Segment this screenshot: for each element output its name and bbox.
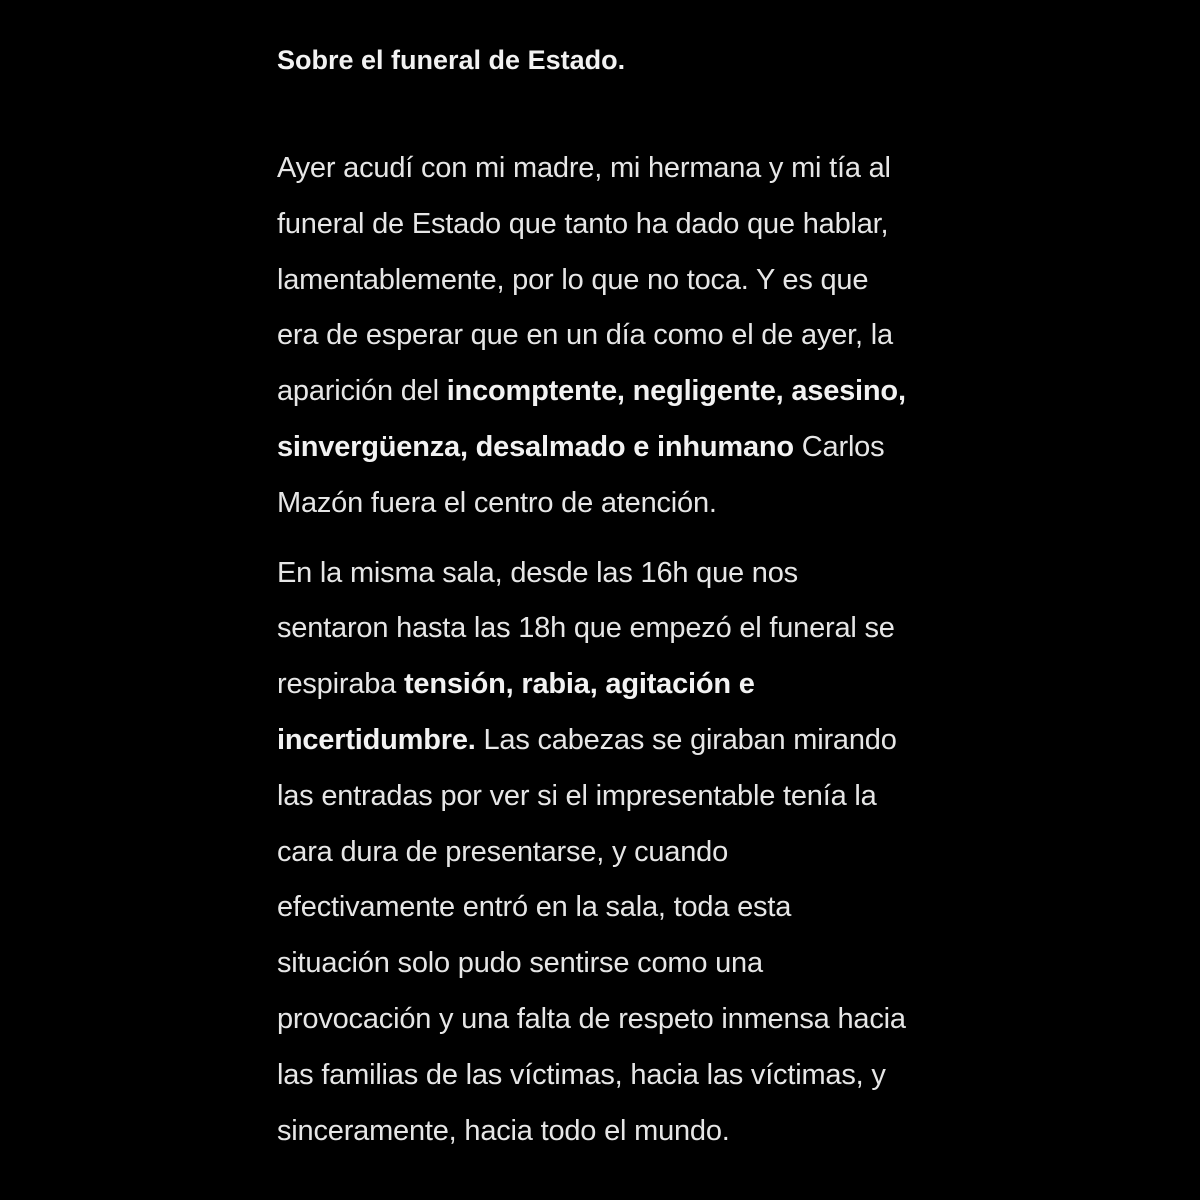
paragraph-2-line-3-text: respiraba — [277, 668, 404, 701]
bold-emphasis-text: sinvergüenza, desalmado e inhumano — [277, 430, 794, 463]
paragraph-2-line-10: las familias de las víctimas, hacia las víctimas, y — [277, 1058, 886, 1091]
bold-emphasis-text: tensión, rabia, agitación e — [403, 668, 755, 701]
paragraph-2-line-4-text: Las cabezas se giraban mirando — [475, 723, 897, 756]
note-title: Sobre el funeral de Estado. — [277, 45, 626, 75]
paragraph-1-line-1: Ayer acudí con mi madre, mi hermana y mi tía al — [277, 152, 891, 184]
paragraph-1-line-7: Mazón fuera el centro de atención. — [277, 486, 717, 519]
bold-emphasis-text: incertidumbre. — [277, 723, 476, 756]
paragraph-2-line-1: En la misma sala, desde las 16h que nos — [277, 556, 798, 589]
paragraph-2-line-8: situación solo pudo sentirse como una — [277, 947, 763, 980]
paragraph-1-line-2: funeral de Estado que tanto ha dado que hablar, — [277, 207, 889, 240]
paragraph-1-line-5-text: aparición del — [277, 375, 447, 408]
paragraph-1-line-4: era de esperar que en un día como el de ayer, la — [277, 319, 893, 352]
paragraph-2-line-3 — [277, 657, 937, 713]
paragraph-2-line-9: provocación y una falta de respeto inmensa hacia — [277, 1002, 906, 1035]
paragraph-1-line-3: lamentablemente, por lo que no toca. Y es que — [277, 263, 869, 296]
paragraph-1-line-6-text: Carlos — [793, 430, 885, 463]
paragraph-2-line-11: sinceramente, hacia todo el mundo. — [277, 1114, 730, 1147]
paragraph-1-line-6 — [277, 420, 937, 476]
paragraph-2 — [277, 546, 937, 1160]
paragraph-1 — [277, 141, 937, 532]
paragraph-2-line-2: sentaron hasta las 18h que empezó el funeral se — [277, 612, 895, 645]
paragraph-2-line-4 — [277, 713, 937, 769]
paragraph-2-line-5: las entradas por ver si el impresentable tenía la — [277, 779, 877, 812]
paragraph-2-line-6: cara dura de presentarse, y cuando — [277, 835, 729, 868]
note-content — [277, 38, 937, 1159]
paragraph-2-line-7: efectivamente entró en la sala, toda esta — [277, 891, 792, 924]
bold-emphasis-text: incomptente, negligente, asesino, — [446, 375, 906, 408]
paragraph-1-line-5 — [277, 364, 937, 420]
